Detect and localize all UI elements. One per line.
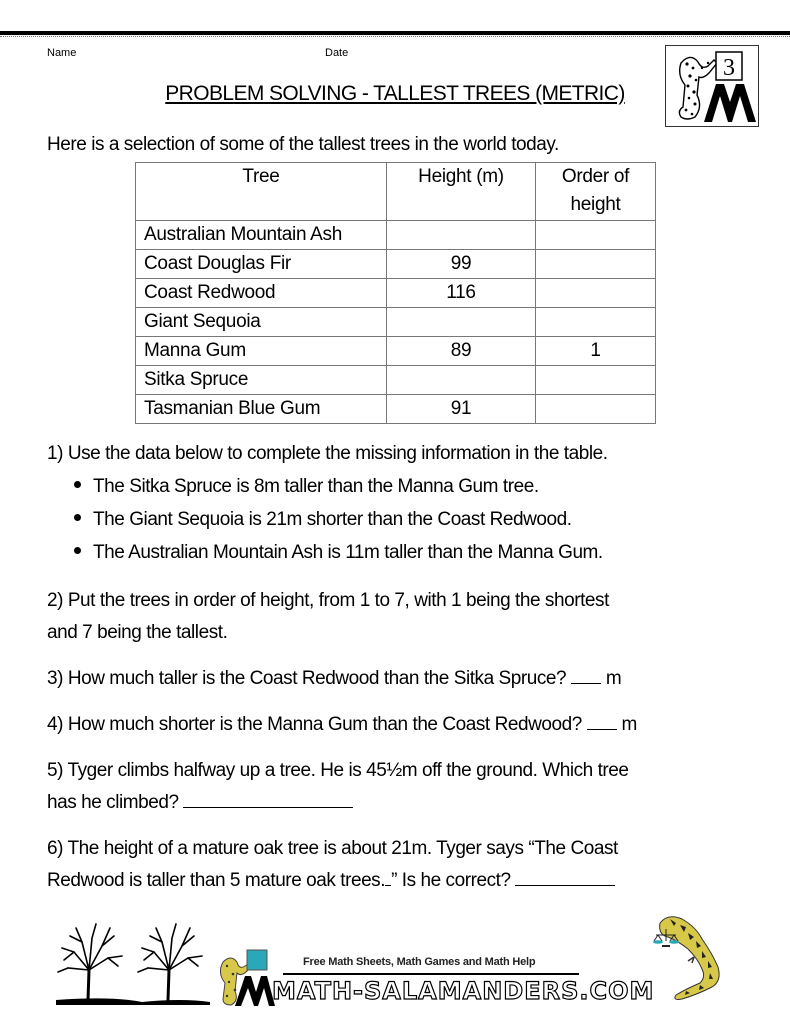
question-2-line1: 2) Put the trees in order of height, from 1 to 7, with 1 being the shortest [47,590,609,611]
footer-tagline: Free Math Sheets, Math Games and Math Help [303,956,536,968]
tree-order[interactable] [536,395,656,424]
q4-unit: m [621,714,637,735]
tree-name: Sitka Spruce [136,366,387,395]
trees-table [135,162,656,424]
date-label: Date [325,47,349,59]
question-5-line1: 5) Tyger climbs halfway up a tree. He is 45½m off the ground. Which tree [47,760,629,781]
question-3 [47,663,621,694]
tree-name: Manna Gum [136,337,387,366]
q1-bullet [74,509,572,531]
tree-name: Tasmanian Blue Gum [136,395,387,424]
table-row [136,366,656,395]
salamander-grade-icon [666,46,758,126]
question-6-text-end: ” Is he correct? [391,870,511,891]
question-1: 1) Use the data below to complete the missing information in the table. [47,443,608,464]
bullet-icon [74,547,81,554]
question-6-line1: 6) The height of a mature oak tree is about 21m. Tyger says “The Coast [47,838,618,859]
tree-order[interactable] [536,366,656,395]
footer-divider [283,973,579,975]
header-tree: Tree [136,163,387,221]
question-6-line2 [47,865,615,896]
tree-name: Coast Douglas Fir [136,250,387,279]
table-header-row [136,163,656,221]
q3-answer-blank[interactable] [571,665,601,684]
table-row [136,337,656,366]
q1-bullet-text: The Sitka Spruce is 8m taller than the Manna Gum tree. [93,476,539,497]
header-order-line2: height [570,194,621,215]
tree-order[interactable] [536,250,656,279]
salamander-scales-icon [650,905,750,1005]
tree-name: Australian Mountain Ash [136,221,387,250]
q5-answer-blank[interactable] [183,789,353,808]
question-5-line2 [47,787,353,818]
tree-name: Giant Sequoia [136,308,387,337]
table-row [136,279,656,308]
tree-order[interactable] [536,279,656,308]
header-height: Height (m) [387,163,536,221]
q1-bullet [74,476,539,498]
q6-answer-blank[interactable] [515,867,615,886]
q4-answer-blank[interactable] [587,711,617,730]
q1-bullet-text: The Australian Mountain Ash is 11m taller than the Manna Gum. [93,542,603,563]
bullet-icon [74,514,81,521]
tree-order[interactable] [536,221,656,250]
bare-trees-icon [52,920,212,1005]
grade-logo [665,45,759,127]
question-4 [47,709,637,740]
bullet-icon [74,481,81,488]
page-title: PROBLEM SOLVING - TALLEST TREES (METRIC) [165,82,625,105]
table-row [136,308,656,337]
q1-bullet-text: The Giant Sequoia is 21m shorter than the Coast Redwood. [93,509,572,530]
question-2-line2: and 7 being the tallest. [47,622,228,643]
svg-text:3: 3 [723,55,735,81]
name-label: Name [47,47,77,59]
tree-height: 91 [387,395,536,424]
header-rule-thick [0,31,790,35]
tree-height[interactable] [387,308,536,337]
tree-height[interactable] [387,221,536,250]
tree-order[interactable] [536,308,656,337]
question-3-text: 3) How much taller is the Coast Redwood than the Sitka Spruce? [47,668,567,689]
tree-height: 99 [387,250,536,279]
question-6-text: Redwood is taller than 5 mature oak trees. [47,870,386,891]
salamander-teacher-icon [215,948,275,1008]
header-order [536,163,656,221]
question-5-text: has he climbed? [47,792,179,813]
q1-bullet [74,542,603,564]
tree-height: 89 [387,337,536,366]
header-rule-dotted [0,36,790,37]
tree-height[interactable] [387,366,536,395]
header-order-line1: Order of [561,166,630,187]
q3-unit: m [605,668,622,689]
table-row [136,250,656,279]
footer-brand: MATH-SALAMANDERS.COM [272,977,655,1005]
tree-name: Coast Redwood [136,279,387,308]
intro-text: Here is a selection of some of the tallest trees in the world today. [47,134,559,155]
question-4-text: 4) How much shorter is the Manna Gum than the Coast Redwood? [47,714,582,735]
table-row [136,395,656,424]
tree-height: 116 [387,279,536,308]
tree-order: 1 [536,337,656,366]
table-row [136,221,656,250]
